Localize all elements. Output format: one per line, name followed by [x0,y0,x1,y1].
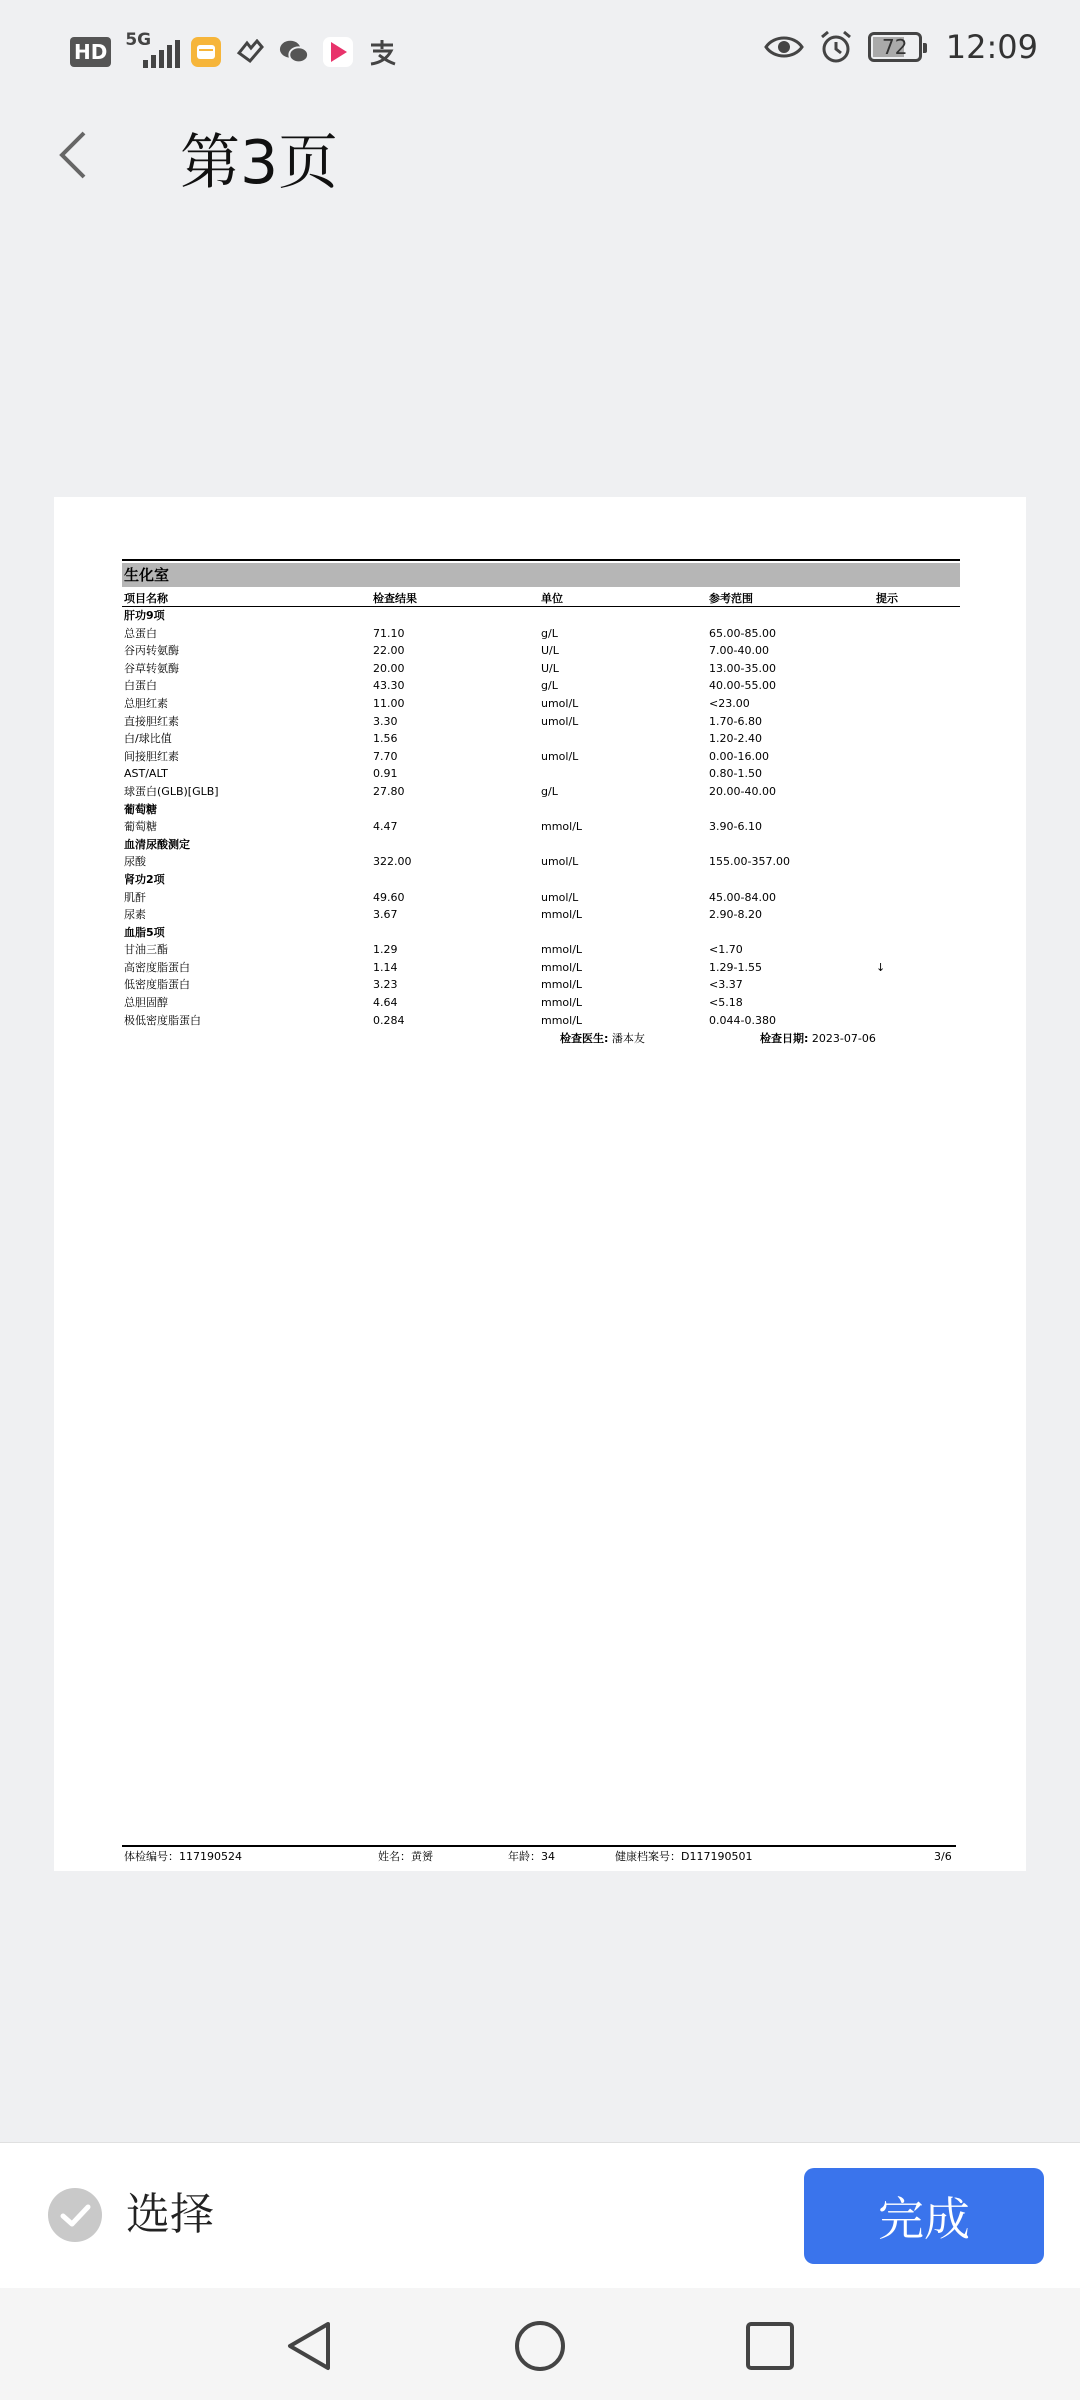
back-icon [280,2316,340,2376]
done-button[interactable]: 完成 [804,2168,1044,2264]
item-range: 65.00-85.00 [709,626,776,640]
item-hint [876,642,956,660]
table-row [122,1012,960,1030]
table-row [122,765,960,783]
item-result: 0.91 [373,767,398,781]
item-unit: g/L [541,679,558,693]
nav-home-button[interactable] [510,2316,570,2376]
item-hint [876,713,956,731]
status-right [764,28,1038,66]
network-type: 5G [125,30,152,50]
item-hint [876,818,956,836]
item-name: 肾功2项 [124,872,165,886]
item-unit [541,730,709,748]
item-hint [876,730,956,748]
item-unit: mmol/L [541,978,583,992]
item-unit: umol/L [541,696,579,710]
item-hint [876,853,956,871]
item-result: 27.80 [373,784,405,798]
select-label[interactable]: 选择 [126,2189,214,2240]
column-header: 单位 [541,592,563,605]
item-range: 1.70-6.80 [709,714,762,728]
item-hint [876,765,956,783]
table-row [122,906,960,924]
signal-icon [125,32,177,72]
item-name: 谷草转氨酶 [124,661,179,675]
item-name: 血脂5项 [124,925,165,939]
navigation-bar [0,2288,1080,2400]
item-range: 155.00-357.00 [709,855,790,869]
item-hint [876,906,956,924]
table-row [122,713,960,731]
item-hint [876,889,956,907]
item-result: 20.00 [373,661,405,675]
nav-back-button[interactable] [280,2316,340,2376]
item-name: 肌酐 [124,890,146,904]
wallet-app-icon [191,37,221,67]
group-row [122,871,960,889]
item-unit: umol/L [541,749,579,763]
item-range: 0.80-1.50 [709,767,762,781]
item-unit: umol/L [541,714,579,728]
group-row [122,607,960,625]
item-hint [876,677,956,695]
exam-number: 体检编号：117190524 [124,1850,242,1863]
item-name: 白蛋白 [124,679,157,693]
item-hint: ↓ [876,960,886,974]
item-name: 葡萄糖 [124,820,157,834]
item-hint [876,976,956,994]
column-header: 参考范围 [709,592,753,605]
item-range: 3.90-6.10 [709,820,762,834]
item-name: 间接胆红素 [124,749,179,763]
report-body [122,559,960,1049]
item-result: 1.29 [373,943,398,957]
clock: 12:09 [945,28,1038,66]
home-icon [510,2316,570,2376]
item-result: 22.00 [373,644,405,658]
report-footer [122,1845,956,1867]
item-unit: mmol/L [541,1013,583,1027]
group-row [122,801,960,819]
item-unit: umol/L [541,855,579,869]
item-range: 20.00-40.00 [709,784,776,798]
item-name: 甘油三酯 [124,943,168,957]
item-hint [876,1012,956,1030]
item-range: 45.00-84.00 [709,890,776,904]
column-header: 提示 [876,592,898,605]
table-row [122,818,960,836]
item-name: 极低密度脂蛋白 [124,1013,201,1027]
item-result: 71.10 [373,626,405,640]
battery-icon [868,32,922,62]
item-name: 谷丙转氨酶 [124,644,179,658]
table-row [122,994,960,1012]
item-unit: mmol/L [541,908,583,922]
signature-line [122,1029,960,1049]
eye-icon [764,33,804,61]
item-name: 尿素 [124,908,146,922]
hd-indicator: HD [70,37,111,67]
item-result: 322.00 [373,855,412,869]
item-range: 7.00-40.00 [709,644,769,658]
item-unit: mmol/L [541,996,583,1010]
nav-recents-button[interactable] [740,2316,800,2376]
item-unit: U/L [541,644,559,658]
check-icon [48,2188,102,2242]
exam-date: 2023-07-06 [811,1032,876,1046]
status-bar [0,0,1080,100]
table-row [122,642,960,660]
item-unit: umol/L [541,890,579,904]
table-body [122,607,960,1029]
table-row [122,941,960,959]
item-name: 低密度脂蛋白 [124,978,190,992]
group-row [122,924,960,942]
patient-age: 年龄：34 [508,1850,555,1863]
item-result: 1.14 [373,960,398,974]
item-unit [541,765,709,783]
item-result: 11.00 [373,696,405,710]
item-hint [876,994,956,1012]
item-name: AST/ALT [124,767,168,781]
item-range: 40.00-55.00 [709,679,776,693]
page-number: 3/6 [934,1850,952,1863]
action-bar [0,2142,1080,2288]
table-row [122,889,960,907]
item-result: 3.23 [373,978,398,992]
item-name: 球蛋白(GLB)[GLB] [124,784,219,798]
doctor-label: 检查医生: [560,1032,609,1046]
table-row [122,976,960,994]
item-name: 血清尿酸测定 [124,837,190,851]
item-result: 3.30 [373,714,398,728]
alarm-icon [818,29,854,65]
item-name: 高密度脂蛋白 [124,960,190,974]
item-hint [876,941,956,959]
section-title: 生化室 [122,563,960,587]
record-number: 健康档案号：D117190501 [615,1850,753,1863]
item-hint [876,748,956,766]
select-checkbox[interactable] [48,2188,102,2242]
item-range: 2.90-8.20 [709,908,762,922]
item-name: 总蛋白 [124,626,157,640]
wechat-icon [279,37,309,67]
video-app-icon [323,37,353,67]
item-name: 总胆红素 [124,696,168,710]
table-row [122,625,960,643]
item-name: 葡萄糖 [124,802,157,816]
item-unit: g/L [541,784,558,798]
item-range: <1.70 [709,943,743,957]
table-row [122,677,960,695]
document-page [54,497,1026,1871]
column-header: 项目名称 [124,592,168,605]
item-unit: mmol/L [541,820,583,834]
item-range: <3.37 [709,978,743,992]
item-result: 4.47 [373,820,398,834]
item-name: 尿酸 [124,855,146,869]
item-unit: U/L [541,661,559,675]
table-row [122,695,960,713]
battery-level: 72 [882,35,908,59]
item-unit: mmol/L [541,943,583,957]
table-row [122,959,960,977]
item-result: 43.30 [373,679,405,693]
group-row [122,836,960,854]
item-range: 13.00-35.00 [709,661,776,675]
table-row [122,660,960,678]
chevron-left-icon [50,125,100,185]
column-header: 检查结果 [373,592,417,605]
item-unit: g/L [541,626,558,640]
item-name: 白/球比值 [124,732,172,746]
item-range: 0.044-0.380 [709,1013,776,1027]
doctor-name: 潘本友 [611,1032,645,1046]
item-hint [876,660,956,678]
item-result: 49.60 [373,890,405,904]
item-result: 4.64 [373,996,398,1010]
item-name: 肝功9项 [124,609,165,622]
item-range: 1.29-1.55 [709,960,762,974]
table-row [122,853,960,871]
health-app-icon [235,37,265,67]
item-range: <5.18 [709,996,743,1010]
item-range: 1.20-2.40 [709,732,762,746]
item-hint [876,625,956,643]
item-hint [876,695,956,713]
item-result: 7.70 [373,749,398,763]
back-button[interactable] [50,125,100,185]
table-row [122,783,960,801]
item-range: 0.00-16.00 [709,749,769,763]
item-name: 总胆固醇 [124,996,168,1010]
alipay-icon [367,37,397,67]
date-label: 检查日期: [760,1032,809,1046]
table-row [122,730,960,748]
item-range: <23.00 [709,696,750,710]
page-title: 第3页 [180,128,339,198]
item-result: 1.56 [373,732,398,746]
item-name: 直接胆红素 [124,714,179,728]
item-result: 0.284 [373,1013,405,1027]
item-unit: mmol/L [541,960,583,974]
table-row [122,748,960,766]
recents-icon [740,2316,800,2376]
status-left [70,32,397,72]
item-hint [876,783,956,801]
table-header [122,590,960,607]
item-result: 3.67 [373,908,398,922]
patient-name: 姓名：黄赟 [378,1850,433,1863]
